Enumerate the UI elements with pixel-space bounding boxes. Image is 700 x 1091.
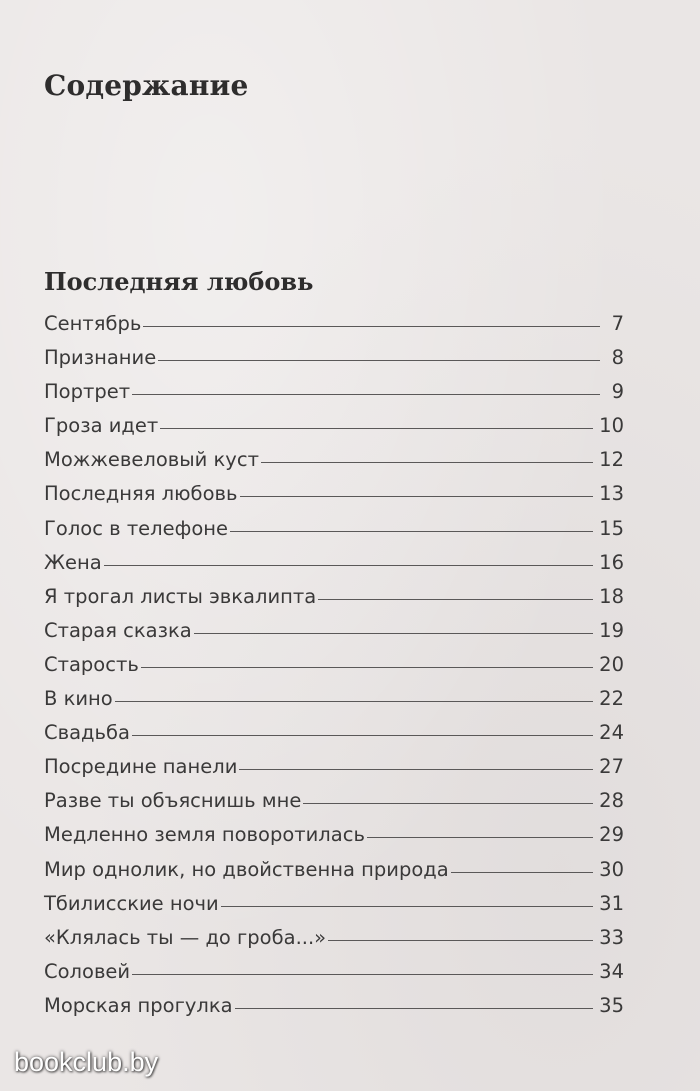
toc-leader-line <box>328 940 593 941</box>
toc-entry-title: Можжевеловый куст <box>44 448 259 472</box>
toc-entry-page: 22 <box>599 687 624 711</box>
toc-entry <box>44 443 624 477</box>
toc-leader-line <box>132 394 600 395</box>
toc-leader-line <box>194 633 593 634</box>
section-heading: Последняя любовь <box>44 267 314 296</box>
toc-entry <box>44 818 624 852</box>
toc-leader-line <box>104 565 593 566</box>
toc-entry-title: Старая сказка <box>44 618 192 642</box>
toc-leader-line <box>160 428 593 429</box>
toc-entry <box>44 409 624 443</box>
toc-leader-line <box>235 1008 594 1009</box>
toc-entry <box>44 921 624 955</box>
toc-leader-line <box>451 872 593 873</box>
toc-entry-page: 15 <box>599 516 624 540</box>
toc-entry <box>44 955 624 989</box>
watermark: bookclub.by <box>14 1047 159 1077</box>
toc-entry-title: Последняя любовь <box>44 482 238 506</box>
toc-leader-line <box>132 735 593 736</box>
toc-leader-line <box>132 974 593 975</box>
toc-entry-title: Разве ты объяснишь мне <box>44 789 302 813</box>
page-title: Содержание <box>44 69 249 102</box>
toc-entry-title: Тбилисские ночи <box>44 891 219 915</box>
toc-entry-title: Старость <box>44 652 139 676</box>
toc-entry-page: 9 <box>611 380 624 404</box>
toc-entry-title: Посредине панели <box>44 755 238 779</box>
toc-leader-line <box>221 906 593 907</box>
toc-entry-page: 24 <box>599 721 624 745</box>
toc-entry <box>44 648 624 682</box>
toc-entry <box>44 546 624 580</box>
toc-entry <box>44 989 624 1023</box>
toc-entry <box>44 887 624 921</box>
toc-entry-page: 16 <box>599 550 624 574</box>
toc-leader-line <box>158 360 600 361</box>
toc-entry-title: Мир однолик, но двойственна природа <box>44 857 449 881</box>
toc-entry-title: Свадьба <box>44 721 131 745</box>
toc-entry <box>44 341 624 375</box>
toc-leader-line <box>240 496 594 497</box>
toc-entry-page: 27 <box>599 755 624 779</box>
toc-leader-line <box>303 803 593 804</box>
toc-entry-title: Портрет <box>44 380 131 404</box>
toc-entry-page: 29 <box>599 823 624 847</box>
toc-entry-title: Признание <box>44 346 157 370</box>
toc-leader-line <box>318 599 593 600</box>
toc-leader-line <box>143 326 600 327</box>
toc-entry <box>44 853 624 887</box>
toc-entry <box>44 784 624 818</box>
toc-entry <box>44 716 624 750</box>
toc-leader-line <box>239 769 593 770</box>
toc-entry-page: 10 <box>599 414 624 438</box>
toc-entry-page: 12 <box>599 448 624 472</box>
toc-entry-page: 31 <box>599 891 624 915</box>
toc-entry-title: Соловей <box>44 959 131 983</box>
toc-entry-page: 13 <box>599 482 624 506</box>
toc-entry-title: Я трогал листы эвкалипта <box>44 584 317 608</box>
toc-entry <box>44 307 624 341</box>
toc-entry <box>44 580 624 614</box>
toc-entry <box>44 750 624 784</box>
toc-entry-page: 18 <box>599 584 624 608</box>
toc-entry-title: Гроза идет <box>44 414 159 438</box>
toc-entry-page: 28 <box>599 789 624 813</box>
toc-entry-page: 30 <box>599 857 624 881</box>
toc-entry-title: Сентябрь <box>44 312 142 335</box>
toc-entry-title: Медленно земля поворотилась <box>44 823 365 847</box>
toc-entry-title: Морская прогулка <box>44 993 233 1017</box>
toc-entry-page: 34 <box>599 959 624 983</box>
toc-entry-page: 33 <box>599 925 624 949</box>
toc-entry-title: «Клялась ты — до гроба...» <box>44 925 327 949</box>
toc-entry <box>44 682 624 716</box>
toc-leader-line <box>230 531 593 532</box>
toc-entry <box>44 614 624 648</box>
toc-entry <box>44 477 624 511</box>
toc-entry-title: Жена <box>44 550 102 574</box>
table-of-contents <box>44 307 624 1023</box>
toc-leader-line <box>115 701 593 702</box>
toc-leader-line <box>367 837 593 838</box>
toc-entry-page: 35 <box>599 993 624 1017</box>
toc-entry <box>44 512 624 546</box>
toc-leader-line <box>141 667 593 668</box>
toc-entry-page: 8 <box>611 346 624 370</box>
toc-leader-line <box>261 462 593 463</box>
toc-entry-page: 20 <box>599 652 624 676</box>
toc-entry-title: Голос в телефоне <box>44 516 228 540</box>
toc-entry-page: 19 <box>599 618 624 642</box>
toc-entry-title: В кино <box>44 687 113 711</box>
toc-entry <box>44 375 624 409</box>
toc-entry-page: 7 <box>611 312 624 335</box>
